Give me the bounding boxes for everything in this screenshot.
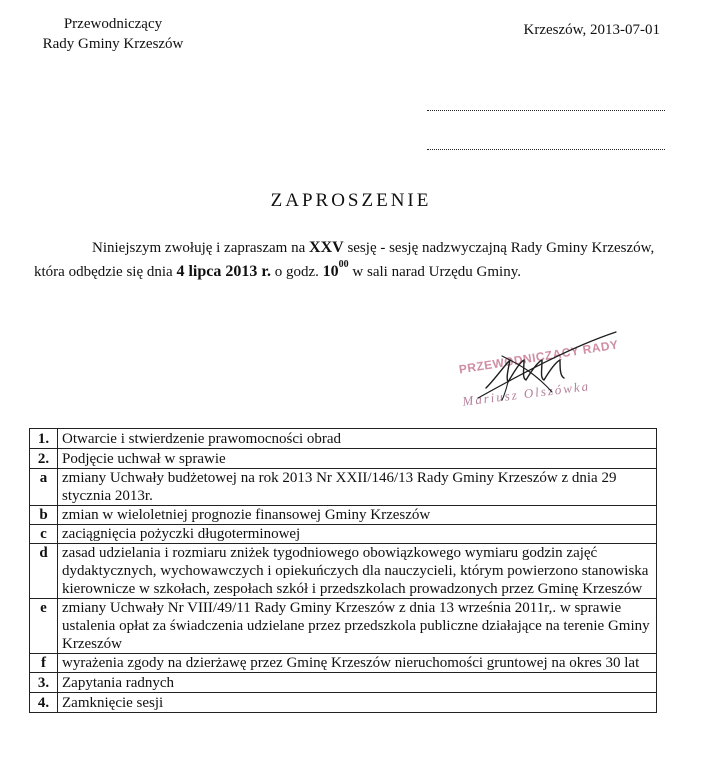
agenda-item-text: zmiany Uchwały budżetowej na rok 2013 Nr XXII/146/13 Rady Gminy Krzeszów z dnia 29 stycznia 2013r. <box>58 469 657 506</box>
invitation-part-1: Niniejszym zwołuję i zapraszam na <box>92 240 310 256</box>
agenda-item-text: zasad udzielania i rozmiaru zniżek tygodniowego obowiązkowego wymiaru godzin zajęć dydaktycznych, wychowawczych i opiekuńczych dla nauczycieli, którym powierzono stanowiska kierownicze w szkołach, zespołach szkół i przedszkolach prowadzonych przez Gminę Krzeszów <box>58 544 657 599</box>
session-date: 4 lipca 2013 r. <box>176 263 271 280</box>
sender-title: Przewodniczący <box>63 16 163 32</box>
agenda-item <box>30 506 657 525</box>
session-hour: 10 <box>322 263 339 280</box>
agenda-item-number: c <box>30 525 58 544</box>
invitation-part-2: sesję - sesję nadzwyczajną Rady Gminy Krzeszów, która odbędzie się dnia <box>34 240 655 280</box>
session-minutes: 00 <box>338 259 349 270</box>
agenda-item-text: wyrażenia zgody na dzierżawę przez Gminę Krzeszów nieruchomości gruntowej na okres 30 lat <box>58 654 657 673</box>
agenda-item <box>30 599 657 654</box>
invitation-text <box>34 236 664 284</box>
agenda-item <box>30 469 657 506</box>
agenda-item <box>30 525 657 544</box>
agenda-item-number: 2. <box>30 449 58 469</box>
invitation-part-3: o godz. <box>270 264 323 280</box>
agenda-item-text: Podjęcie uchwał w sprawie <box>58 449 657 469</box>
agenda-item <box>30 429 657 449</box>
place-date: Krzeszów, 2013-07-01 <box>523 22 660 38</box>
agenda-item-number: e <box>30 599 58 654</box>
agenda-item-number: a <box>30 469 58 506</box>
invitation-part-4: w sali narad Urzędu Gminy. <box>348 264 521 280</box>
agenda-item-text: Zapytania radnych <box>58 673 657 693</box>
agenda-item <box>30 654 657 673</box>
agenda-item-text: Zamknięcie sesji <box>58 693 657 713</box>
agenda-table <box>29 428 657 713</box>
sender-block <box>28 14 198 54</box>
agenda-item-text: zaciągnięcia pożyczki długoterminowej <box>58 525 657 544</box>
agenda-item <box>30 449 657 469</box>
agenda-item-number: 1. <box>30 429 58 449</box>
handwritten-signature <box>448 326 648 416</box>
agenda-item-text: Otwarcie i stwierdzenie prawomocności obrad <box>58 429 657 449</box>
stamp-name: Mariusz Olszówka <box>461 378 591 409</box>
agenda-item-number: 3. <box>30 673 58 693</box>
agenda-item-number: d <box>30 544 58 599</box>
agenda-item <box>30 673 657 693</box>
agenda-item-text: zmian w wieloletniej prognozie finansowej Gminy Krzeszów <box>58 506 657 525</box>
agenda-item-number: 4. <box>30 693 58 713</box>
document-title: ZAPROSZENIE <box>270 190 432 211</box>
agenda-item <box>30 693 657 713</box>
agenda-item-text: zmiany Uchwały Nr VIII/49/11 Rady Gminy Krzeszów z dnia 13 września 2011r,. w sprawie ustalenia opłat za świadczenia udzielane przez przedszkola publiczne działające na terenie Gminy Krzeszów <box>58 599 657 654</box>
chairman-stamp <box>448 326 648 416</box>
agenda-item <box>30 544 657 599</box>
stamp-title: PRZEWODNICZĄCY RADY <box>457 337 620 377</box>
sender-council: Rady Gminy Krzeszów <box>42 36 184 52</box>
session-number: XXV <box>309 239 344 256</box>
addressee-line-2 <box>427 149 665 150</box>
addressee-line-1 <box>427 110 665 111</box>
agenda-item-number: b <box>30 506 58 525</box>
agenda-item-number: f <box>30 654 58 673</box>
